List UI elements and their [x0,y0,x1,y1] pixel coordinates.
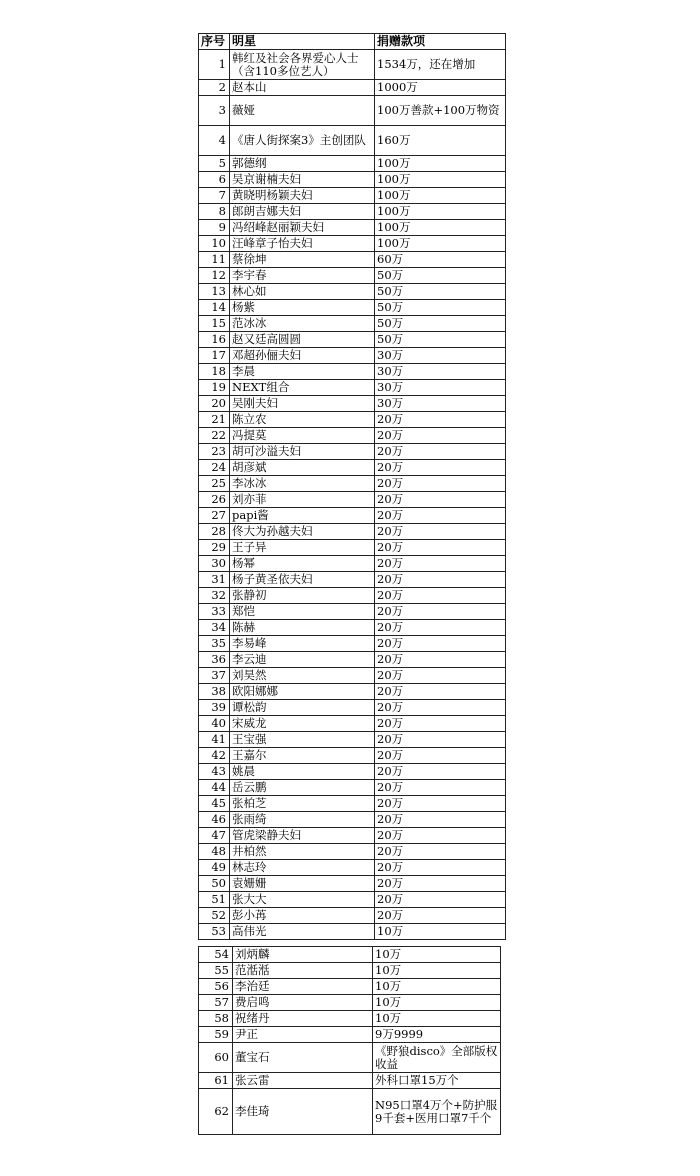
row-name: papi酱 [230,508,375,524]
donation-table-bottom [198,946,501,1135]
row-amount: 100万 [375,188,506,204]
table-body-top [199,50,506,940]
row-index: 12 [199,268,230,284]
table-row [199,700,506,716]
table-row [199,50,506,80]
table-row [199,1043,501,1073]
row-name: 杨幂 [230,556,375,572]
row-index: 33 [199,604,230,620]
table-row [199,1027,501,1043]
row-name: 管虎梁静夫妇 [230,828,375,844]
row-index: 42 [199,748,230,764]
row-amount: 20万 [375,764,506,780]
row-amount: 20万 [375,444,506,460]
row-name: 岳云鹏 [230,780,375,796]
row-index: 3 [199,96,230,126]
row-name: 刘炳麟 [233,947,373,963]
row-index: 29 [199,540,230,556]
row-amount: 50万 [375,284,506,300]
table-row [199,364,506,380]
row-amount: 20万 [375,652,506,668]
row-name: 袁姗姗 [230,876,375,892]
row-index: 44 [199,780,230,796]
table-row [199,156,506,172]
table-row [199,460,506,476]
row-index: 52 [199,908,230,924]
row-index: 13 [199,284,230,300]
table-row [199,204,506,220]
table-row [199,716,506,732]
table-row [199,556,506,572]
row-name: 吴刚夫妇 [230,396,375,412]
row-index: 30 [199,556,230,572]
row-name: 薇娅 [230,96,375,126]
row-amount: 20万 [375,588,506,604]
table-row [199,963,501,979]
row-index: 24 [199,460,230,476]
row-index: 39 [199,700,230,716]
row-index: 27 [199,508,230,524]
row-index: 6 [199,172,230,188]
row-amount: 20万 [375,636,506,652]
row-name: 郑恺 [230,604,375,620]
row-amount: 50万 [375,332,506,348]
table-row [199,668,506,684]
row-index: 10 [199,236,230,252]
row-name: 李易峰 [230,636,375,652]
table-row [199,316,506,332]
row-index: 2 [199,80,230,96]
row-index: 50 [199,876,230,892]
table-row [199,96,506,126]
row-amount: 20万 [375,796,506,812]
table-row [199,684,506,700]
row-name: 李宇春 [230,268,375,284]
table-row [199,220,506,236]
row-amount: 160万 [375,126,506,156]
table-row [199,732,506,748]
row-amount: 20万 [375,460,506,476]
row-index: 1 [199,50,230,80]
row-index: 43 [199,764,230,780]
row-amount: 20万 [375,828,506,844]
row-index: 40 [199,716,230,732]
row-amount: 20万 [375,524,506,540]
row-amount: 20万 [375,428,506,444]
row-amount: 100万 [375,236,506,252]
table-row [199,380,506,396]
row-amount: 20万 [375,476,506,492]
row-amount: 50万 [375,316,506,332]
table-row [199,540,506,556]
row-index: 45 [199,796,230,812]
row-index: 61 [199,1073,233,1089]
table-row [199,268,506,284]
row-index: 11 [199,252,230,268]
row-index: 23 [199,444,230,460]
row-amount: 100万 [375,204,506,220]
table-row [199,604,506,620]
row-index: 60 [199,1043,233,1073]
row-index: 7 [199,188,230,204]
row-index: 51 [199,892,230,908]
row-name: 汪峰章子怡夫妇 [230,236,375,252]
row-amount: N95口罩4万个+防护服9千套+医用口罩7千个 [373,1089,501,1135]
row-name: 王嘉尔 [230,748,375,764]
row-name: 费启鸣 [233,995,373,1011]
row-index: 47 [199,828,230,844]
row-name: 韩红及社会各界爱心人士（含110多位艺人） [230,50,375,80]
row-amount: 1534万，还在增加 [375,50,506,80]
row-amount: 30万 [375,396,506,412]
row-name: NEXT组合 [230,380,375,396]
table-row [199,332,506,348]
row-index: 36 [199,652,230,668]
row-name: 尹正 [233,1027,373,1043]
header-name: 明星 [230,34,375,50]
table-row [199,860,506,876]
row-amount: 9万9999 [373,1027,501,1043]
row-index: 53 [199,924,230,940]
row-name: 郭德纲 [230,156,375,172]
row-index: 16 [199,332,230,348]
row-index: 9 [199,220,230,236]
row-amount: 50万 [375,268,506,284]
row-index: 34 [199,620,230,636]
row-index: 17 [199,348,230,364]
row-amount: 20万 [375,700,506,716]
row-name: 林心如 [230,284,375,300]
row-index: 26 [199,492,230,508]
row-name: 冯提莫 [230,428,375,444]
row-index: 28 [199,524,230,540]
row-index: 32 [199,588,230,604]
row-amount: 《野狼disco》全部版权收益 [373,1043,501,1073]
row-name: 蔡徐坤 [230,252,375,268]
row-index: 14 [199,300,230,316]
row-amount: 外科口罩15万个 [373,1073,501,1089]
donation-table-top [198,33,506,940]
row-amount: 60万 [375,252,506,268]
row-index: 18 [199,364,230,380]
table-row [199,172,506,188]
row-amount: 20万 [375,508,506,524]
row-amount: 20万 [375,876,506,892]
table-body-bottom [199,947,501,1135]
row-amount: 100万 [375,172,506,188]
row-name: 佟大为孙越夫妇 [230,524,375,540]
table-row [199,748,506,764]
row-index: 31 [199,572,230,588]
table-header-row [199,34,506,50]
table-row [199,188,506,204]
table-row [199,908,506,924]
row-index: 56 [199,979,233,995]
table-row [199,572,506,588]
row-amount: 20万 [375,684,506,700]
row-amount: 10万 [373,947,501,963]
row-name: 张静初 [230,588,375,604]
table-row [199,1073,501,1089]
row-amount: 10万 [375,924,506,940]
row-index: 38 [199,684,230,700]
row-index: 21 [199,412,230,428]
row-name: 李晨 [230,364,375,380]
row-name: 范湉湉 [233,963,373,979]
table-row [199,620,506,636]
table-row [199,636,506,652]
row-amount: 1000万 [375,80,506,96]
table-row [199,444,506,460]
row-amount: 30万 [375,364,506,380]
row-amount: 20万 [375,732,506,748]
row-name: 杨紫 [230,300,375,316]
row-name: 胡可沙溢夫妇 [230,444,375,460]
table-row [199,476,506,492]
table-row [199,652,506,668]
row-name: 谭松韵 [230,700,375,716]
row-amount: 20万 [375,556,506,572]
row-index: 55 [199,963,233,979]
row-amount: 50万 [375,300,506,316]
row-index: 62 [199,1089,233,1135]
row-amount: 20万 [375,908,506,924]
table-row [199,284,506,300]
table-row [199,588,506,604]
row-index: 57 [199,995,233,1011]
row-amount: 20万 [375,748,506,764]
row-name: 高伟光 [230,924,375,940]
row-name: 王宝强 [230,732,375,748]
table-row [199,947,501,963]
row-name: 欧阳娜娜 [230,684,375,700]
row-index: 5 [199,156,230,172]
row-amount: 20万 [375,540,506,556]
table-row [199,995,501,1011]
row-name: 张柏芝 [230,796,375,812]
table-row [199,80,506,96]
table-row [199,252,506,268]
row-amount: 100万 [375,220,506,236]
row-amount: 20万 [375,716,506,732]
row-name: 姚晨 [230,764,375,780]
row-name: 胡彦斌 [230,460,375,476]
row-amount: 20万 [375,844,506,860]
row-name: 张云雷 [233,1073,373,1089]
row-name: 刘昊然 [230,668,375,684]
table-row [199,428,506,444]
row-index: 25 [199,476,230,492]
row-name: 王子异 [230,540,375,556]
row-index: 19 [199,380,230,396]
row-index: 15 [199,316,230,332]
row-amount: 20万 [375,412,506,428]
row-index: 35 [199,636,230,652]
row-amount: 10万 [373,1011,501,1027]
row-amount: 20万 [375,892,506,908]
row-name: 吴京谢楠夫妇 [230,172,375,188]
row-amount: 20万 [375,572,506,588]
table-row [199,979,501,995]
row-amount: 100万善款+100万物资 [375,96,506,126]
row-name: 杨子黄圣依夫妇 [230,572,375,588]
table-row [199,236,506,252]
row-amount: 10万 [373,963,501,979]
row-name: 李佳琦 [233,1089,373,1135]
table-row [199,1089,501,1135]
table-row [199,1011,501,1027]
table-row [199,876,506,892]
row-name: 李治廷 [233,979,373,995]
row-name: 陈赫 [230,620,375,636]
table-row [199,764,506,780]
header-index: 序号 [199,34,230,50]
row-amount: 20万 [375,812,506,828]
row-index: 48 [199,844,230,860]
row-index: 46 [199,812,230,828]
table-row [199,892,506,908]
row-name: 赵本山 [230,80,375,96]
row-index: 37 [199,668,230,684]
row-name: 张雨绮 [230,812,375,828]
row-index: 22 [199,428,230,444]
row-index: 49 [199,860,230,876]
row-amount: 20万 [375,604,506,620]
row-index: 41 [199,732,230,748]
table-row [199,524,506,540]
table-row [199,126,506,156]
table-row [199,924,506,940]
row-name: 祝绪丹 [233,1011,373,1027]
table-row [199,812,506,828]
row-index: 58 [199,1011,233,1027]
row-amount: 20万 [375,668,506,684]
row-amount: 30万 [375,348,506,364]
row-name: 黄晓明杨颖夫妇 [230,188,375,204]
row-amount: 10万 [373,995,501,1011]
row-name: 李冰冰 [230,476,375,492]
table-row [199,412,506,428]
row-amount: 20万 [375,492,506,508]
row-name: 范冰冰 [230,316,375,332]
row-index: 54 [199,947,233,963]
row-amount: 20万 [375,860,506,876]
row-name: 张大大 [230,892,375,908]
header-amount: 捐赠款项 [375,34,506,50]
row-name: 冯绍峰赵丽颖夫妇 [230,220,375,236]
row-amount: 20万 [375,620,506,636]
row-index: 4 [199,126,230,156]
row-name: 李云迪 [230,652,375,668]
table-row [199,780,506,796]
row-amount: 100万 [375,156,506,172]
row-index: 59 [199,1027,233,1043]
row-name: 赵又廷高圆圆 [230,332,375,348]
table-row [199,508,506,524]
row-index: 8 [199,204,230,220]
row-index: 20 [199,396,230,412]
row-name: 《唐人街探案3》主创团队 [230,126,375,156]
row-name: 董宝石 [233,1043,373,1073]
row-amount: 30万 [375,380,506,396]
table-row [199,300,506,316]
row-amount: 10万 [373,979,501,995]
table-row [199,396,506,412]
row-name: 林志玲 [230,860,375,876]
row-name: 郎朗吉娜夫妇 [230,204,375,220]
row-name: 陈立农 [230,412,375,428]
table-row [199,492,506,508]
table-row [199,828,506,844]
table-row [199,844,506,860]
row-name: 井柏然 [230,844,375,860]
row-name: 刘亦菲 [230,492,375,508]
row-name: 彭小苒 [230,908,375,924]
table-row [199,796,506,812]
table-row [199,348,506,364]
row-name: 邓超孙俪夫妇 [230,348,375,364]
row-name: 宋威龙 [230,716,375,732]
row-amount: 20万 [375,780,506,796]
